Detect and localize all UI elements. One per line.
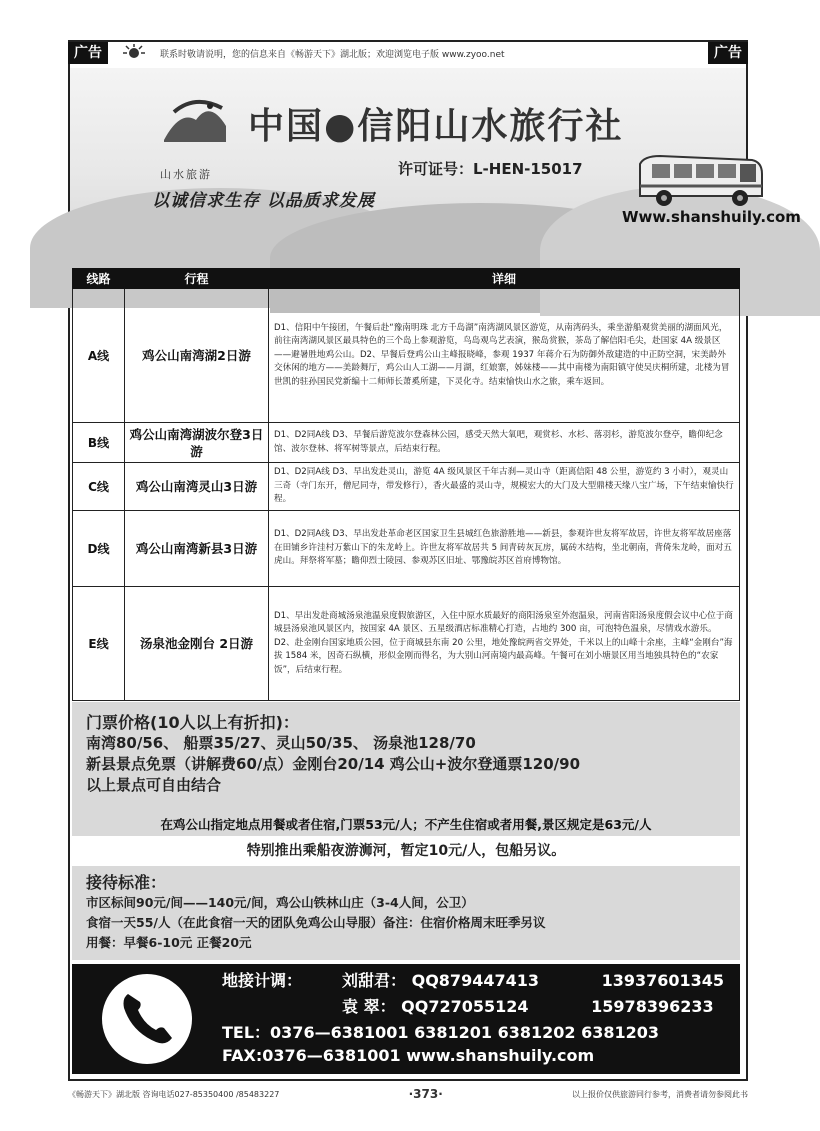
ticket-line: 以上景点可自由结合: [86, 776, 222, 794]
route-line-code: A线: [73, 289, 125, 423]
agency-banner: [70, 68, 801, 258]
ticket-notice: 在鸡公山指定地点用餐或者住宿,门票53元/人；不产生住宿或者用餐,景区规定是63元/人: [72, 814, 740, 836]
contact-row-1: [222, 968, 724, 991]
route-detail: D1、D2同A线 D3、早出发赴灵山，游览 4A 级风景区千年古刹—灵山寺（距离信阳 48 公里，游览约 3 小时），观灵山三奇（寺门东开，僧尼同寺，带发修行），香火最盛的灵山寺，规模宏大的大门及大型鼎楼天缘八宝广场，下午结束愉快行程。: [269, 463, 740, 511]
contact-phone: 15978396233: [591, 997, 714, 1016]
route-detail: D1、早出发赴商城汤泉池温泉度假旅游区，入住中原水质最好的商阳汤泉室外泡温泉，河南省阳汤泉度假会议中心位于商城县汤泉池风景区内，按国家 4A 景区、五星级酒店标准精心打造，占地约 300 亩，可泡特色温泉，尽情戏水游乐。D2、赴金刚台国家地质公园，位于商城县东南 20 公里，地处豫皖两省交界处，千米以上的山峰十余座，主峰“金刚台”海拔 1584 米，因奇石纵横，形似金刚而得名，为大别山河南境内最高峰。午餐可在刘小塘景区用当地独具特色的“农家饭”，后结束行程。: [269, 587, 740, 701]
reception-line: 食宿一天55/人（在此食宿一天的团队免鸡公山导服）备注：住宿价格周末旺季另议: [86, 915, 546, 930]
mountain-logo-icon: [160, 90, 230, 160]
ticket-line: 新县景点免票（讲解费60/点）金刚台20/14 鸡公山+波尔登通票120/90: [86, 755, 581, 773]
route-detail: D1、D2同A线 D3、早餐后游览波尔登森林公园，感受天然大氧吧，观赏杉、水杉、落羽杉，游览波尔登亭，瞻仰纪念馆、波尔登林、将军树等景点，后结束行程。: [269, 423, 740, 463]
banner-website: Www.shanshuily.com: [622, 208, 801, 226]
route-name: 鸡公山南湾新县3日游: [125, 511, 269, 587]
page-number: ·373·: [408, 1087, 443, 1101]
top-notice: 联系时敬请说明，您的信息来自《畅游天下》湖北版；欢迎浏览电子版 www.zyoo.net: [160, 49, 505, 60]
ticket-line: 南湾80/56、 船票35/27、灵山50/35、 汤泉池128/70: [86, 734, 476, 752]
table-header-row: [73, 269, 740, 289]
ticket-heading: 门票价格(10人以上有折扣)：: [86, 713, 299, 732]
route-line-code: C线: [73, 463, 125, 511]
phone-icon-wrapper: [102, 974, 192, 1064]
slogan: 以诚信求生存 以品质求发展: [152, 191, 375, 211]
bus-icon: [630, 150, 770, 210]
contact-fax: FAX:0376—6381001 www.shanshuily.com: [222, 1046, 595, 1065]
route-line-code: E线: [73, 587, 125, 701]
table-row: [73, 587, 740, 701]
table-row: [73, 289, 740, 423]
route-name: 鸡公山南湾湖波尔登3日游: [125, 423, 269, 463]
header-detail: 详细: [269, 269, 740, 289]
route-name: 鸡公山南湾湖2日游: [125, 289, 269, 423]
top-bar: [68, 40, 748, 66]
magazine-logo: [114, 43, 154, 63]
contact-phone: 13937601345: [601, 971, 725, 990]
agency-title: 中国●信阳山水旅行社: [248, 105, 624, 147]
table-row: [73, 423, 740, 463]
special-offer: 特别推出乘船夜游浉河，暂定10元/人，包船另议。: [246, 843, 566, 859]
table-row: [73, 463, 740, 511]
contact-block: [72, 964, 740, 1074]
sun-logo-icon: [117, 44, 151, 62]
table-row: [73, 511, 740, 587]
contact-row-2: [222, 994, 714, 1017]
ad-label-left: 广告: [68, 42, 108, 64]
contact-name: 刘甜君：: [342, 971, 407, 990]
reception-line: 市区标间90元/间——140元/间，鸡公山铁林山庄（3-4人间，公卫）: [86, 895, 474, 910]
page-footer: [68, 1086, 748, 1102]
contact-tel: TEL：0376—6381001 6381201 6381202 6381203: [222, 1023, 660, 1042]
ad-label-right: 广告: [708, 42, 748, 64]
contact-qq: QQ879447413: [411, 971, 539, 990]
route-line-code: B线: [73, 423, 125, 463]
footer-left: 《畅游天下》湖北版 咨询电话027-85350400 /85483227: [68, 1089, 280, 1099]
route-detail: D1、D2同A线 D3、早出发赴革命老区国家卫生县城红色旅游胜地——新县，参观许世友将军故居，许世友将军故居座落在田铺乡许洼村万紫山下的朱龙岭上。许世友将军故居共 5 间青砖灰瓦房，属砖木结构，坐北朝南，背倚朱龙岭，面对五虎山。拜祭将军墓；瞻仰烈士陵园、参观苏区旧址、鄂豫皖苏区首府博物馆。: [269, 511, 740, 587]
logo-caption: 山水旅游: [160, 168, 212, 181]
route-name: 汤泉池金刚台 2日游: [125, 587, 269, 701]
contact-label: 地接计调：: [222, 971, 303, 990]
reception-heading: 接待标准：: [86, 873, 167, 892]
phone-icon: [102, 974, 192, 1064]
route-name: 鸡公山南湾灵山3日游: [125, 463, 269, 511]
header-route: 行程: [125, 269, 269, 289]
route-detail: D1、信阳中午接团，午餐后赴“豫南明珠 北方千岛湖”南湾湖风景区游览，从南湾码头，乘坐游船观赏美丽的湖面风光，前往南湾湖风景区最具特色的三个岛上参观游览，鸟岛观鸟艺表演，猴岛赏猴，茶岛了解信阳毛尖，赴国家 4A 级景区——避暑胜地鸡公山。D2、早餐后登鸡公山主峰报晓峰，参观 1937 年蒋介石为防御外敌建造的中正防空洞，宋美龄外交休闲的地方——美龄舞厅，鸡公山人工湖——月湖，红娘寨，姊妹楼——其中南楼为南阳镇守使吴庆桐所建，北楼为冒世凯的驻孙国民党新编十二师师长萧奚所建，下灵化寺。结束愉快山水之旅，乘车返回。: [269, 289, 740, 423]
contact-qq: QQ727055124: [401, 997, 529, 1016]
route-line-code: D线: [73, 511, 125, 587]
header-line: 线路: [73, 269, 125, 289]
contact-name: 袁 翠：: [342, 997, 396, 1016]
reception-line: 用餐：早餐6-10元 正餐20元: [86, 935, 252, 950]
reception-section: [72, 866, 740, 960]
license-number: 许可证号：L-HEN-15017: [398, 160, 583, 178]
itinerary-table: [72, 268, 740, 701]
footer-right: 以上报价仅供旅游同行参考，消费者请勿参阅此书: [571, 1089, 748, 1099]
